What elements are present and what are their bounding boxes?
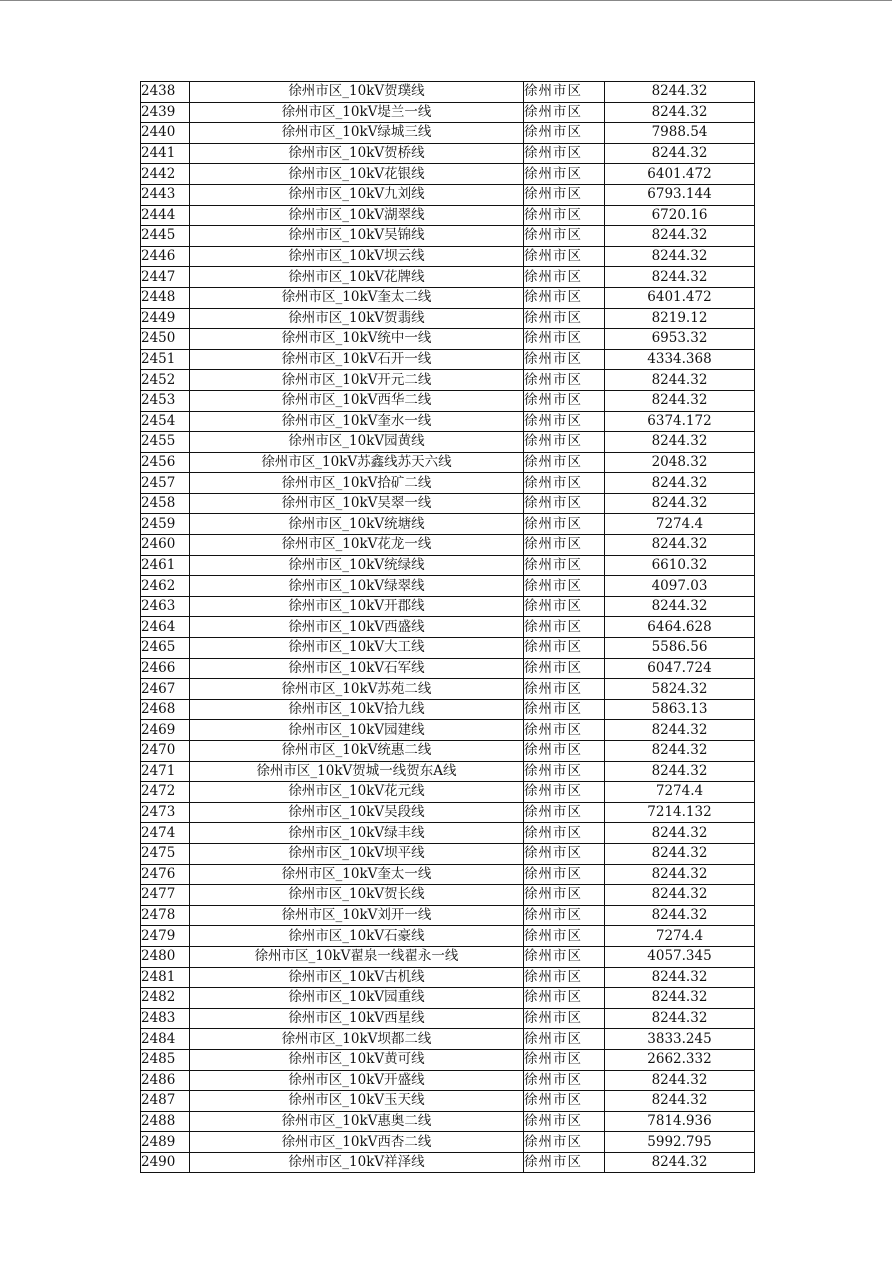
- value-cell: 5824.32: [605, 679, 755, 700]
- table-row: [141, 1008, 755, 1029]
- value-cell: 8219.12: [605, 308, 755, 329]
- row-id-cell: 2477: [141, 885, 190, 906]
- value-cell: 8244.32: [605, 473, 755, 494]
- line-name-cell: 徐州市区_10kV奎太一线: [190, 864, 524, 885]
- area-cell: 徐州市区: [524, 1152, 605, 1173]
- area-cell: 徐州市区: [524, 1070, 605, 1091]
- value-cell: 8244.32: [605, 905, 755, 926]
- line-name-cell: 徐州市区_10kV苏鑫线苏天六线: [190, 452, 524, 473]
- row-id-cell: 2463: [141, 596, 190, 617]
- table-row: [141, 967, 755, 988]
- table-row: [141, 617, 755, 638]
- area-cell: 徐州市区: [524, 1029, 605, 1050]
- area-cell: 徐州市区: [524, 452, 605, 473]
- value-cell: 8244.32: [605, 102, 755, 123]
- table-row: [141, 184, 755, 205]
- row-id-cell: 2443: [141, 184, 190, 205]
- table-row: [141, 226, 755, 247]
- area-cell: 徐州市区: [524, 926, 605, 947]
- line-name-cell: 徐州市区_10kV西杏二线: [190, 1132, 524, 1153]
- line-name-cell: 徐州市区_10kV九刘线: [190, 184, 524, 205]
- area-cell: 徐州市区: [524, 493, 605, 514]
- row-id-cell: 2459: [141, 514, 190, 535]
- area-cell: 徐州市区: [524, 143, 605, 164]
- row-id-cell: 2450: [141, 329, 190, 350]
- row-id-cell: 2451: [141, 349, 190, 370]
- line-name-cell: 徐州市区_10kV湖翠线: [190, 205, 524, 226]
- row-id-cell: 2439: [141, 102, 190, 123]
- table-row: [141, 1070, 755, 1091]
- table-row: [141, 164, 755, 185]
- value-cell: 8244.32: [605, 390, 755, 411]
- value-cell: 6401.472: [605, 164, 755, 185]
- value-cell: 8244.32: [605, 1008, 755, 1029]
- line-name-cell: 徐州市区_10kV园重线: [190, 988, 524, 1009]
- row-id-cell: 2486: [141, 1070, 190, 1091]
- table-row: [141, 638, 755, 659]
- area-cell: 徐州市区: [524, 1091, 605, 1112]
- row-id-cell: 2473: [141, 802, 190, 823]
- area-cell: 徐州市区: [524, 123, 605, 144]
- value-cell: 8244.32: [605, 143, 755, 164]
- value-cell: 6047.724: [605, 658, 755, 679]
- table-row: [141, 741, 755, 762]
- table-body: [141, 82, 755, 1173]
- value-cell: 6464.628: [605, 617, 755, 638]
- row-id-cell: 2471: [141, 761, 190, 782]
- value-cell: 4334.368: [605, 349, 755, 370]
- line-name-cell: 徐州市区_10kV吴段线: [190, 802, 524, 823]
- value-cell: 8244.32: [605, 535, 755, 556]
- row-id-cell: 2483: [141, 1008, 190, 1029]
- table-row: [141, 205, 755, 226]
- row-id-cell: 2466: [141, 658, 190, 679]
- value-cell: 8244.32: [605, 720, 755, 741]
- table-row: [141, 1049, 755, 1070]
- value-cell: 8244.32: [605, 843, 755, 864]
- table-row: [141, 493, 755, 514]
- value-cell: 2048.32: [605, 452, 755, 473]
- table-row: [141, 720, 755, 741]
- area-cell: 徐州市区: [524, 967, 605, 988]
- line-name-cell: 徐州市区_10kV奎水一线: [190, 411, 524, 432]
- area-cell: 徐州市区: [524, 205, 605, 226]
- area-cell: 徐州市区: [524, 885, 605, 906]
- line-name-cell: 徐州市区_10kV开盛线: [190, 1070, 524, 1091]
- row-id-cell: 2489: [141, 1132, 190, 1153]
- area-cell: 徐州市区: [524, 1008, 605, 1029]
- area-cell: 徐州市区: [524, 1132, 605, 1153]
- value-cell: 6793.144: [605, 184, 755, 205]
- row-id-cell: 2452: [141, 370, 190, 391]
- line-name-cell: 徐州市区_10kV惠奥二线: [190, 1111, 524, 1132]
- line-name-cell: 徐州市区_10kV绿翠线: [190, 576, 524, 597]
- table-row: [141, 864, 755, 885]
- area-cell: 徐州市区: [524, 432, 605, 453]
- line-name-cell: 徐州市区_10kV园建线: [190, 720, 524, 741]
- area-cell: 徐州市区: [524, 246, 605, 267]
- table-row: [141, 287, 755, 308]
- table-row: [141, 926, 755, 947]
- value-cell: 8244.32: [605, 885, 755, 906]
- table-row: [141, 679, 755, 700]
- line-name-cell: 徐州市区_10kV玉天线: [190, 1091, 524, 1112]
- row-id-cell: 2479: [141, 926, 190, 947]
- value-cell: 5992.795: [605, 1132, 755, 1153]
- area-cell: 徐州市区: [524, 988, 605, 1009]
- table-row: [141, 946, 755, 967]
- line-name-cell: 徐州市区_10kV园黄线: [190, 432, 524, 453]
- line-name-cell: 徐州市区_10kV拾九线: [190, 699, 524, 720]
- line-name-cell: 徐州市区_10kV统绿线: [190, 555, 524, 576]
- table-row: [141, 658, 755, 679]
- line-name-cell: 徐州市区_10kV开元二线: [190, 370, 524, 391]
- row-id-cell: 2442: [141, 164, 190, 185]
- row-id-cell: 2487: [141, 1091, 190, 1112]
- value-cell: 4057.345: [605, 946, 755, 967]
- line-name-cell: 徐州市区_10kV贺璞线: [190, 82, 524, 103]
- table-row: [141, 596, 755, 617]
- table-row: [141, 555, 755, 576]
- value-cell: 8244.32: [605, 761, 755, 782]
- line-name-cell: 徐州市区_10kV石开一线: [190, 349, 524, 370]
- value-cell: 8244.32: [605, 226, 755, 247]
- line-name-cell: 徐州市区_10kV花龙一线: [190, 535, 524, 556]
- area-cell: 徐州市区: [524, 411, 605, 432]
- row-id-cell: 2470: [141, 741, 190, 762]
- table-row: [141, 1091, 755, 1112]
- line-name-cell: 徐州市区_10kV统中一线: [190, 329, 524, 350]
- line-name-cell: 徐州市区_10kV坝平线: [190, 843, 524, 864]
- value-cell: 6953.32: [605, 329, 755, 350]
- area-cell: 徐州市区: [524, 720, 605, 741]
- value-cell: 8244.32: [605, 741, 755, 762]
- line-name-cell: 徐州市区_10kV贺翡线: [190, 308, 524, 329]
- row-id-cell: 2485: [141, 1049, 190, 1070]
- line-name-cell: 徐州市区_10kV黄可线: [190, 1049, 524, 1070]
- value-cell: 6374.172: [605, 411, 755, 432]
- row-id-cell: 2444: [141, 205, 190, 226]
- value-cell: 8244.32: [605, 1070, 755, 1091]
- line-name-cell: 徐州市区_10kV祥泽线: [190, 1152, 524, 1173]
- line-name-cell: 徐州市区_10kV大工线: [190, 638, 524, 659]
- value-cell: 8244.32: [605, 596, 755, 617]
- table-row: [141, 823, 755, 844]
- table-row: [141, 535, 755, 556]
- value-cell: 6401.472: [605, 287, 755, 308]
- table-row: [141, 82, 755, 103]
- row-id-cell: 2440: [141, 123, 190, 144]
- page-top-border: [0, 0, 892, 1]
- area-cell: 徐州市区: [524, 802, 605, 823]
- line-name-cell: 徐州市区_10kV拾矿二线: [190, 473, 524, 494]
- value-cell: 8244.32: [605, 823, 755, 844]
- line-name-cell: 徐州市区_10kV奎太二线: [190, 287, 524, 308]
- table-row: [141, 576, 755, 597]
- row-id-cell: 2478: [141, 905, 190, 926]
- value-cell: 7988.54: [605, 123, 755, 144]
- area-cell: 徐州市区: [524, 329, 605, 350]
- value-cell: 3833.245: [605, 1029, 755, 1050]
- area-cell: 徐州市区: [524, 226, 605, 247]
- table-row: [141, 246, 755, 267]
- table-row: [141, 1152, 755, 1173]
- area-cell: 徐州市区: [524, 823, 605, 844]
- row-id-cell: 2468: [141, 699, 190, 720]
- table-row: [141, 123, 755, 144]
- area-cell: 徐州市区: [524, 267, 605, 288]
- line-name-cell: 徐州市区_10kV西盛线: [190, 617, 524, 638]
- row-id-cell: 2461: [141, 555, 190, 576]
- area-cell: 徐州市区: [524, 905, 605, 926]
- table-row: [141, 761, 755, 782]
- value-cell: 8244.32: [605, 493, 755, 514]
- area-cell: 徐州市区: [524, 596, 605, 617]
- row-id-cell: 2474: [141, 823, 190, 844]
- value-cell: 4097.03: [605, 576, 755, 597]
- value-cell: 7274.4: [605, 514, 755, 535]
- value-cell: 7274.4: [605, 926, 755, 947]
- line-name-cell: 徐州市区_10kV贺长线: [190, 885, 524, 906]
- row-id-cell: 2449: [141, 308, 190, 329]
- area-cell: 徐州市区: [524, 390, 605, 411]
- line-name-cell: 徐州市区_10kV西华二线: [190, 390, 524, 411]
- table-row: [141, 432, 755, 453]
- data-table: [140, 81, 755, 1173]
- area-cell: 徐州市区: [524, 349, 605, 370]
- row-id-cell: 2441: [141, 143, 190, 164]
- line-name-cell: 徐州市区_10kV石豪线: [190, 926, 524, 947]
- area-cell: 徐州市区: [524, 843, 605, 864]
- value-cell: 7214.132: [605, 802, 755, 823]
- area-cell: 徐州市区: [524, 514, 605, 535]
- area-cell: 徐州市区: [524, 946, 605, 967]
- area-cell: 徐州市区: [524, 638, 605, 659]
- area-cell: 徐州市区: [524, 82, 605, 103]
- line-name-cell: 徐州市区_10kV石军线: [190, 658, 524, 679]
- row-id-cell: 2467: [141, 679, 190, 700]
- value-cell: 6720.16: [605, 205, 755, 226]
- table-row: [141, 370, 755, 391]
- value-cell: 6610.32: [605, 555, 755, 576]
- area-cell: 徐州市区: [524, 1049, 605, 1070]
- row-id-cell: 2488: [141, 1111, 190, 1132]
- row-id-cell: 2456: [141, 452, 190, 473]
- table-row: [141, 102, 755, 123]
- value-cell: 8244.32: [605, 988, 755, 1009]
- value-cell: 8244.32: [605, 432, 755, 453]
- table-row: [141, 782, 755, 803]
- value-cell: 8244.32: [605, 967, 755, 988]
- row-id-cell: 2446: [141, 246, 190, 267]
- table-row: [141, 349, 755, 370]
- area-cell: 徐州市区: [524, 473, 605, 494]
- area-cell: 徐州市区: [524, 287, 605, 308]
- row-id-cell: 2460: [141, 535, 190, 556]
- row-id-cell: 2480: [141, 946, 190, 967]
- row-id-cell: 2476: [141, 864, 190, 885]
- value-cell: 5863.13: [605, 699, 755, 720]
- line-name-cell: 徐州市区_10kV古机线: [190, 967, 524, 988]
- value-cell: 8244.32: [605, 370, 755, 391]
- area-cell: 徐州市区: [524, 1111, 605, 1132]
- area-cell: 徐州市区: [524, 679, 605, 700]
- line-name-cell: 徐州市区_10kV贺城一线贺东A线: [190, 761, 524, 782]
- row-id-cell: 2458: [141, 493, 190, 514]
- line-name-cell: 徐州市区_10kV坝都二线: [190, 1029, 524, 1050]
- table-row: [141, 885, 755, 906]
- line-name-cell: 徐州市区_10kV吴锦线: [190, 226, 524, 247]
- row-id-cell: 2453: [141, 390, 190, 411]
- value-cell: 8244.32: [605, 1152, 755, 1173]
- row-id-cell: 2447: [141, 267, 190, 288]
- line-name-cell: 徐州市区_10kV开郡线: [190, 596, 524, 617]
- table-row: [141, 1029, 755, 1050]
- line-name-cell: 徐州市区_10kV花牌线: [190, 267, 524, 288]
- value-cell: 8244.32: [605, 246, 755, 267]
- line-name-cell: 徐州市区_10kV绿城三线: [190, 123, 524, 144]
- table-row: [141, 905, 755, 926]
- value-cell: 5586.56: [605, 638, 755, 659]
- table-row: [141, 514, 755, 535]
- row-id-cell: 2490: [141, 1152, 190, 1173]
- area-cell: 徐州市区: [524, 370, 605, 391]
- table-row: [141, 473, 755, 494]
- row-id-cell: 2445: [141, 226, 190, 247]
- table-row: [141, 699, 755, 720]
- area-cell: 徐州市区: [524, 308, 605, 329]
- row-id-cell: 2457: [141, 473, 190, 494]
- area-cell: 徐州市区: [524, 617, 605, 638]
- table-row: [141, 143, 755, 164]
- line-name-cell: 徐州市区_10kV贺桥线: [190, 143, 524, 164]
- area-cell: 徐州市区: [524, 555, 605, 576]
- value-cell: 2662.332: [605, 1049, 755, 1070]
- row-id-cell: 2465: [141, 638, 190, 659]
- table-row: [141, 267, 755, 288]
- value-cell: 8244.32: [605, 864, 755, 885]
- line-name-cell: 徐州市区_10kV翟泉一线翟永一线: [190, 946, 524, 967]
- table-row: [141, 390, 755, 411]
- row-id-cell: 2484: [141, 1029, 190, 1050]
- row-id-cell: 2462: [141, 576, 190, 597]
- value-cell: 7274.4: [605, 782, 755, 803]
- line-name-cell: 徐州市区_10kV坝云线: [190, 246, 524, 267]
- line-name-cell: 徐州市区_10kV苏苑二线: [190, 679, 524, 700]
- row-id-cell: 2475: [141, 843, 190, 864]
- line-name-cell: 徐州市区_10kV花元线: [190, 782, 524, 803]
- row-id-cell: 2469: [141, 720, 190, 741]
- table-row: [141, 802, 755, 823]
- line-name-cell: 徐州市区_10kV统塘线: [190, 514, 524, 535]
- line-name-cell: 徐州市区_10kV吴翠一线: [190, 493, 524, 514]
- line-name-cell: 徐州市区_10kV西星线: [190, 1008, 524, 1029]
- row-id-cell: 2455: [141, 432, 190, 453]
- line-name-cell: 徐州市区_10kV统惠二线: [190, 741, 524, 762]
- table-row: [141, 1111, 755, 1132]
- table-row: [141, 988, 755, 1009]
- area-cell: 徐州市区: [524, 535, 605, 556]
- table-row: [141, 329, 755, 350]
- area-cell: 徐州市区: [524, 164, 605, 185]
- area-cell: 徐州市区: [524, 658, 605, 679]
- table-row: [141, 1132, 755, 1153]
- area-cell: 徐州市区: [524, 576, 605, 597]
- row-id-cell: 2464: [141, 617, 190, 638]
- area-cell: 徐州市区: [524, 761, 605, 782]
- row-id-cell: 2438: [141, 82, 190, 103]
- table-row: [141, 411, 755, 432]
- row-id-cell: 2472: [141, 782, 190, 803]
- line-name-cell: 徐州市区_10kV刘开一线: [190, 905, 524, 926]
- row-id-cell: 2482: [141, 988, 190, 1009]
- value-cell: 8244.32: [605, 1091, 755, 1112]
- table-row: [141, 308, 755, 329]
- line-name-cell: 徐州市区_10kV堤兰一线: [190, 102, 524, 123]
- value-cell: 7814.936: [605, 1111, 755, 1132]
- row-id-cell: 2454: [141, 411, 190, 432]
- row-id-cell: 2481: [141, 967, 190, 988]
- value-cell: 8244.32: [605, 267, 755, 288]
- area-cell: 徐州市区: [524, 102, 605, 123]
- area-cell: 徐州市区: [524, 864, 605, 885]
- table-row: [141, 843, 755, 864]
- row-id-cell: 2448: [141, 287, 190, 308]
- area-cell: 徐州市区: [524, 741, 605, 762]
- area-cell: 徐州市区: [524, 699, 605, 720]
- value-cell: 8244.32: [605, 82, 755, 103]
- table-row: [141, 452, 755, 473]
- area-cell: 徐州市区: [524, 782, 605, 803]
- line-name-cell: 徐州市区_10kV绿丰线: [190, 823, 524, 844]
- area-cell: 徐州市区: [524, 184, 605, 205]
- line-name-cell: 徐州市区_10kV花银线: [190, 164, 524, 185]
